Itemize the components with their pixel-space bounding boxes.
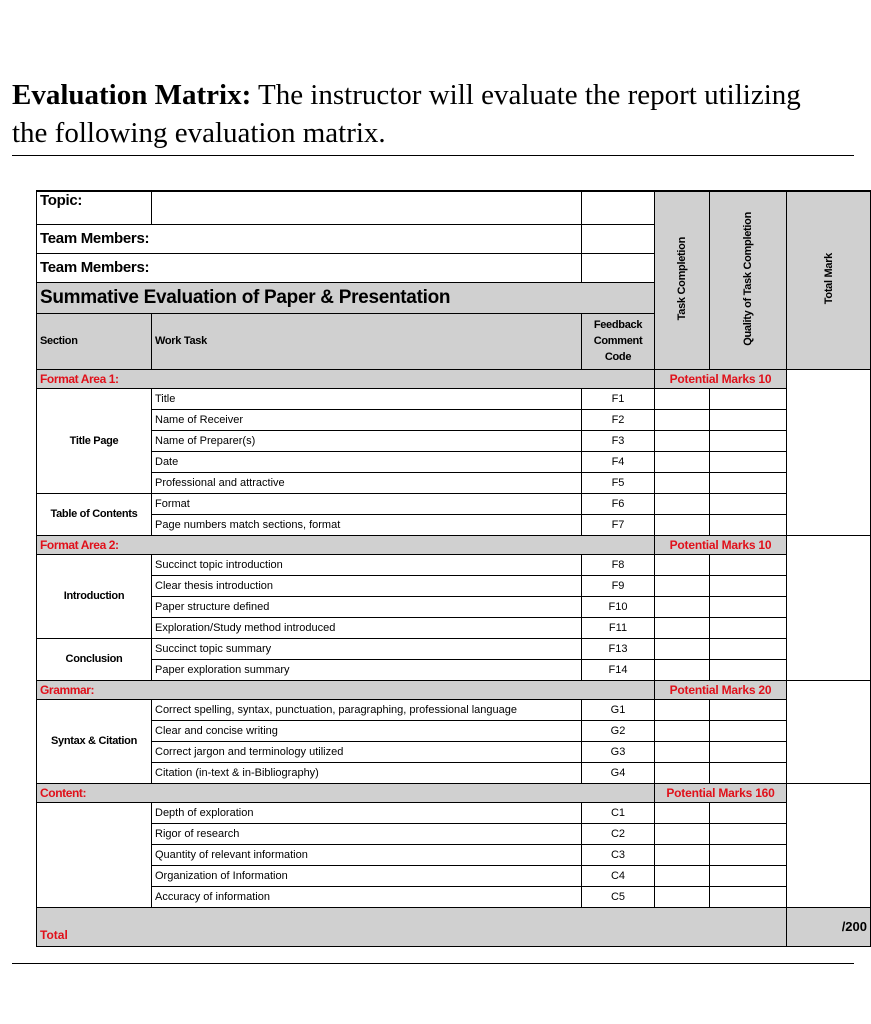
work-task: Name of Preparer(s) [152, 430, 582, 451]
total-value: /200 [787, 907, 871, 946]
feedback-code: F13 [582, 638, 655, 659]
quality-cell[interactable] [710, 659, 787, 680]
work-task: Page numbers match sections, format [152, 514, 582, 535]
area-header-row [37, 369, 871, 388]
task-completion-cell[interactable] [655, 886, 710, 907]
work-task: Professional and attractive [152, 472, 582, 493]
quality-cell[interactable] [710, 575, 787, 596]
work-task: Format [152, 493, 582, 514]
task-row [37, 472, 871, 493]
area-total-mark-cell[interactable] [787, 369, 871, 535]
quality-cell[interactable] [710, 514, 787, 535]
work-task-header: Work Task [152, 313, 582, 369]
quality-cell[interactable] [710, 865, 787, 886]
quality-cell[interactable] [710, 472, 787, 493]
task-completion-cell[interactable] [655, 865, 710, 886]
section-header: Section [37, 313, 152, 369]
quality-header: Quality of Task Completion [710, 191, 787, 369]
feedback-code: G4 [582, 762, 655, 783]
section-name: Conclusion [37, 638, 152, 680]
section-name [37, 802, 152, 907]
topic-spacer [582, 191, 655, 224]
task-row [37, 451, 871, 472]
section-name: Table of Contents [37, 493, 152, 535]
total-row [37, 907, 871, 946]
quality-cell[interactable] [710, 430, 787, 451]
work-task: Rigor of research [152, 823, 582, 844]
total-label: Total [37, 907, 787, 946]
work-task: Name of Receiver [152, 409, 582, 430]
feedback-code: F8 [582, 554, 655, 575]
quality-cell[interactable] [710, 823, 787, 844]
quality-cell[interactable] [710, 596, 787, 617]
work-task: Quantity of relevant information [152, 844, 582, 865]
team-members-label-2: Team Members: [37, 253, 582, 282]
work-task: Title [152, 388, 582, 409]
task-completion-cell[interactable] [655, 554, 710, 575]
task-row [37, 617, 871, 638]
task-row [37, 430, 871, 451]
task-completion-cell[interactable] [655, 638, 710, 659]
task-row [37, 699, 871, 720]
task-row [37, 865, 871, 886]
task-row [37, 844, 871, 865]
topic-label: Topic: [37, 191, 152, 224]
task-completion-cell[interactable] [655, 388, 710, 409]
task-row [37, 409, 871, 430]
quality-cell[interactable] [710, 388, 787, 409]
task-completion-cell[interactable] [655, 720, 710, 741]
quality-cell[interactable] [710, 844, 787, 865]
feedback-code: G2 [582, 720, 655, 741]
task-completion-cell[interactable] [655, 823, 710, 844]
area-label: Format Area 2: [37, 535, 655, 554]
quality-cell[interactable] [710, 409, 787, 430]
quality-cell[interactable] [710, 762, 787, 783]
work-task: Paper structure defined [152, 596, 582, 617]
task-completion-cell[interactable] [655, 802, 710, 823]
task-row [37, 802, 871, 823]
quality-cell[interactable] [710, 720, 787, 741]
work-task: Correct jargon and terminology utilized [152, 741, 582, 762]
task-completion-cell[interactable] [655, 844, 710, 865]
work-task: Exploration/Study method introduced [152, 617, 582, 638]
area-header-row [37, 680, 871, 699]
quality-cell[interactable] [710, 493, 787, 514]
section-name: Introduction [37, 554, 152, 638]
feedback-code: C4 [582, 865, 655, 886]
task-row [37, 886, 871, 907]
area-label: Grammar: [37, 680, 655, 699]
team-members-label-1: Team Members: [37, 224, 582, 253]
task-completion-cell[interactable] [655, 617, 710, 638]
feedback-code: G1 [582, 699, 655, 720]
task-completion-cell[interactable] [655, 659, 710, 680]
heading-line1: The instructor will evaluate the report utilizing [251, 79, 801, 111]
work-task: Clear thesis introduction [152, 575, 582, 596]
quality-cell[interactable] [710, 451, 787, 472]
feedback-code: C3 [582, 844, 655, 865]
work-task: Paper exploration summary [152, 659, 582, 680]
task-row [37, 596, 871, 617]
feedback-code: F4 [582, 451, 655, 472]
team-spacer-1 [582, 224, 655, 253]
feedback-code: F10 [582, 596, 655, 617]
heading-bold: Evaluation Matrix: [12, 79, 252, 111]
potential-marks: Potential Marks 10 [655, 369, 787, 388]
potential-marks: Potential Marks 20 [655, 680, 787, 699]
quality-cell[interactable] [710, 886, 787, 907]
task-row [37, 493, 871, 514]
task-row [37, 659, 871, 680]
feedback-code: F5 [582, 472, 655, 493]
task-completion-cell[interactable] [655, 596, 710, 617]
section-name: Title Page [37, 388, 152, 493]
feedback-code: F6 [582, 493, 655, 514]
total-mark-header: Total Mark [787, 191, 871, 369]
work-task: Accuracy of information [152, 886, 582, 907]
area-label: Content: [37, 783, 655, 802]
task-completion-cell[interactable] [655, 514, 710, 535]
feedback-code: G3 [582, 741, 655, 762]
feedback-code: F9 [582, 575, 655, 596]
section-name: Syntax & Citation [37, 699, 152, 783]
quality-cell[interactable] [710, 699, 787, 720]
work-task: Clear and concise writing [152, 720, 582, 741]
task-completion-cell[interactable] [655, 699, 710, 720]
quality-cell[interactable] [710, 554, 787, 575]
area-header-row [37, 535, 871, 554]
task-completion-cell[interactable] [655, 741, 710, 762]
task-completion-cell[interactable] [655, 430, 710, 451]
task-row [37, 762, 871, 783]
summative-title: Summative Evaluation of Paper & Presentation [37, 282, 655, 313]
task-row [37, 514, 871, 535]
task-completion-cell[interactable] [655, 493, 710, 514]
potential-marks: Potential Marks 10 [655, 535, 787, 554]
task-completion-cell[interactable] [655, 409, 710, 430]
work-task: Date [152, 451, 582, 472]
quality-cell[interactable] [710, 617, 787, 638]
feedback-code: C2 [582, 823, 655, 844]
feedback-code: F2 [582, 409, 655, 430]
topic-row [37, 191, 871, 224]
work-task: Succinct topic introduction [152, 554, 582, 575]
task-completion-cell[interactable] [655, 451, 710, 472]
topic-value[interactable] [152, 191, 582, 224]
feedback-code: C5 [582, 886, 655, 907]
work-task: Organization of Information [152, 865, 582, 886]
area-header-row [37, 783, 871, 802]
work-task: Correct spelling, syntax, punctuation, paragraphing, professional language [152, 699, 582, 720]
task-row [37, 554, 871, 575]
potential-marks: Potential Marks 160 [655, 783, 787, 802]
quality-cell[interactable] [710, 741, 787, 762]
evaluation-matrix [36, 190, 871, 947]
area-total-mark-cell[interactable] [787, 783, 871, 907]
task-completion-cell[interactable] [655, 472, 710, 493]
area-total-mark-cell[interactable] [787, 535, 871, 680]
area-total-mark-cell[interactable] [787, 680, 871, 783]
team-spacer-2 [582, 253, 655, 282]
task-completion-cell[interactable] [655, 762, 710, 783]
quality-cell[interactable] [710, 638, 787, 659]
task-row [37, 575, 871, 596]
heading-line2: the following evaluation matrix. [12, 117, 386, 149]
task-completion-header: Task Completion [655, 191, 710, 369]
task-completion-cell[interactable] [655, 575, 710, 596]
task-row [37, 720, 871, 741]
feedback-code-header: Feedback Comment Code [582, 313, 655, 369]
feedback-code: C1 [582, 802, 655, 823]
work-task: Depth of exploration [152, 802, 582, 823]
area-label: Format Area 1: [37, 369, 655, 388]
feedback-code: F14 [582, 659, 655, 680]
work-task: Succinct topic summary [152, 638, 582, 659]
feedback-code: F7 [582, 514, 655, 535]
task-row [37, 388, 871, 409]
top-rule [12, 155, 854, 156]
heading [12, 76, 854, 152]
task-row [37, 741, 871, 762]
quality-cell[interactable] [710, 802, 787, 823]
work-task: Citation (in-text & in-Bibliography) [152, 762, 582, 783]
task-row [37, 638, 871, 659]
feedback-code: F11 [582, 617, 655, 638]
feedback-code: F3 [582, 430, 655, 451]
bottom-rule [12, 963, 854, 964]
task-row [37, 823, 871, 844]
feedback-code: F1 [582, 388, 655, 409]
